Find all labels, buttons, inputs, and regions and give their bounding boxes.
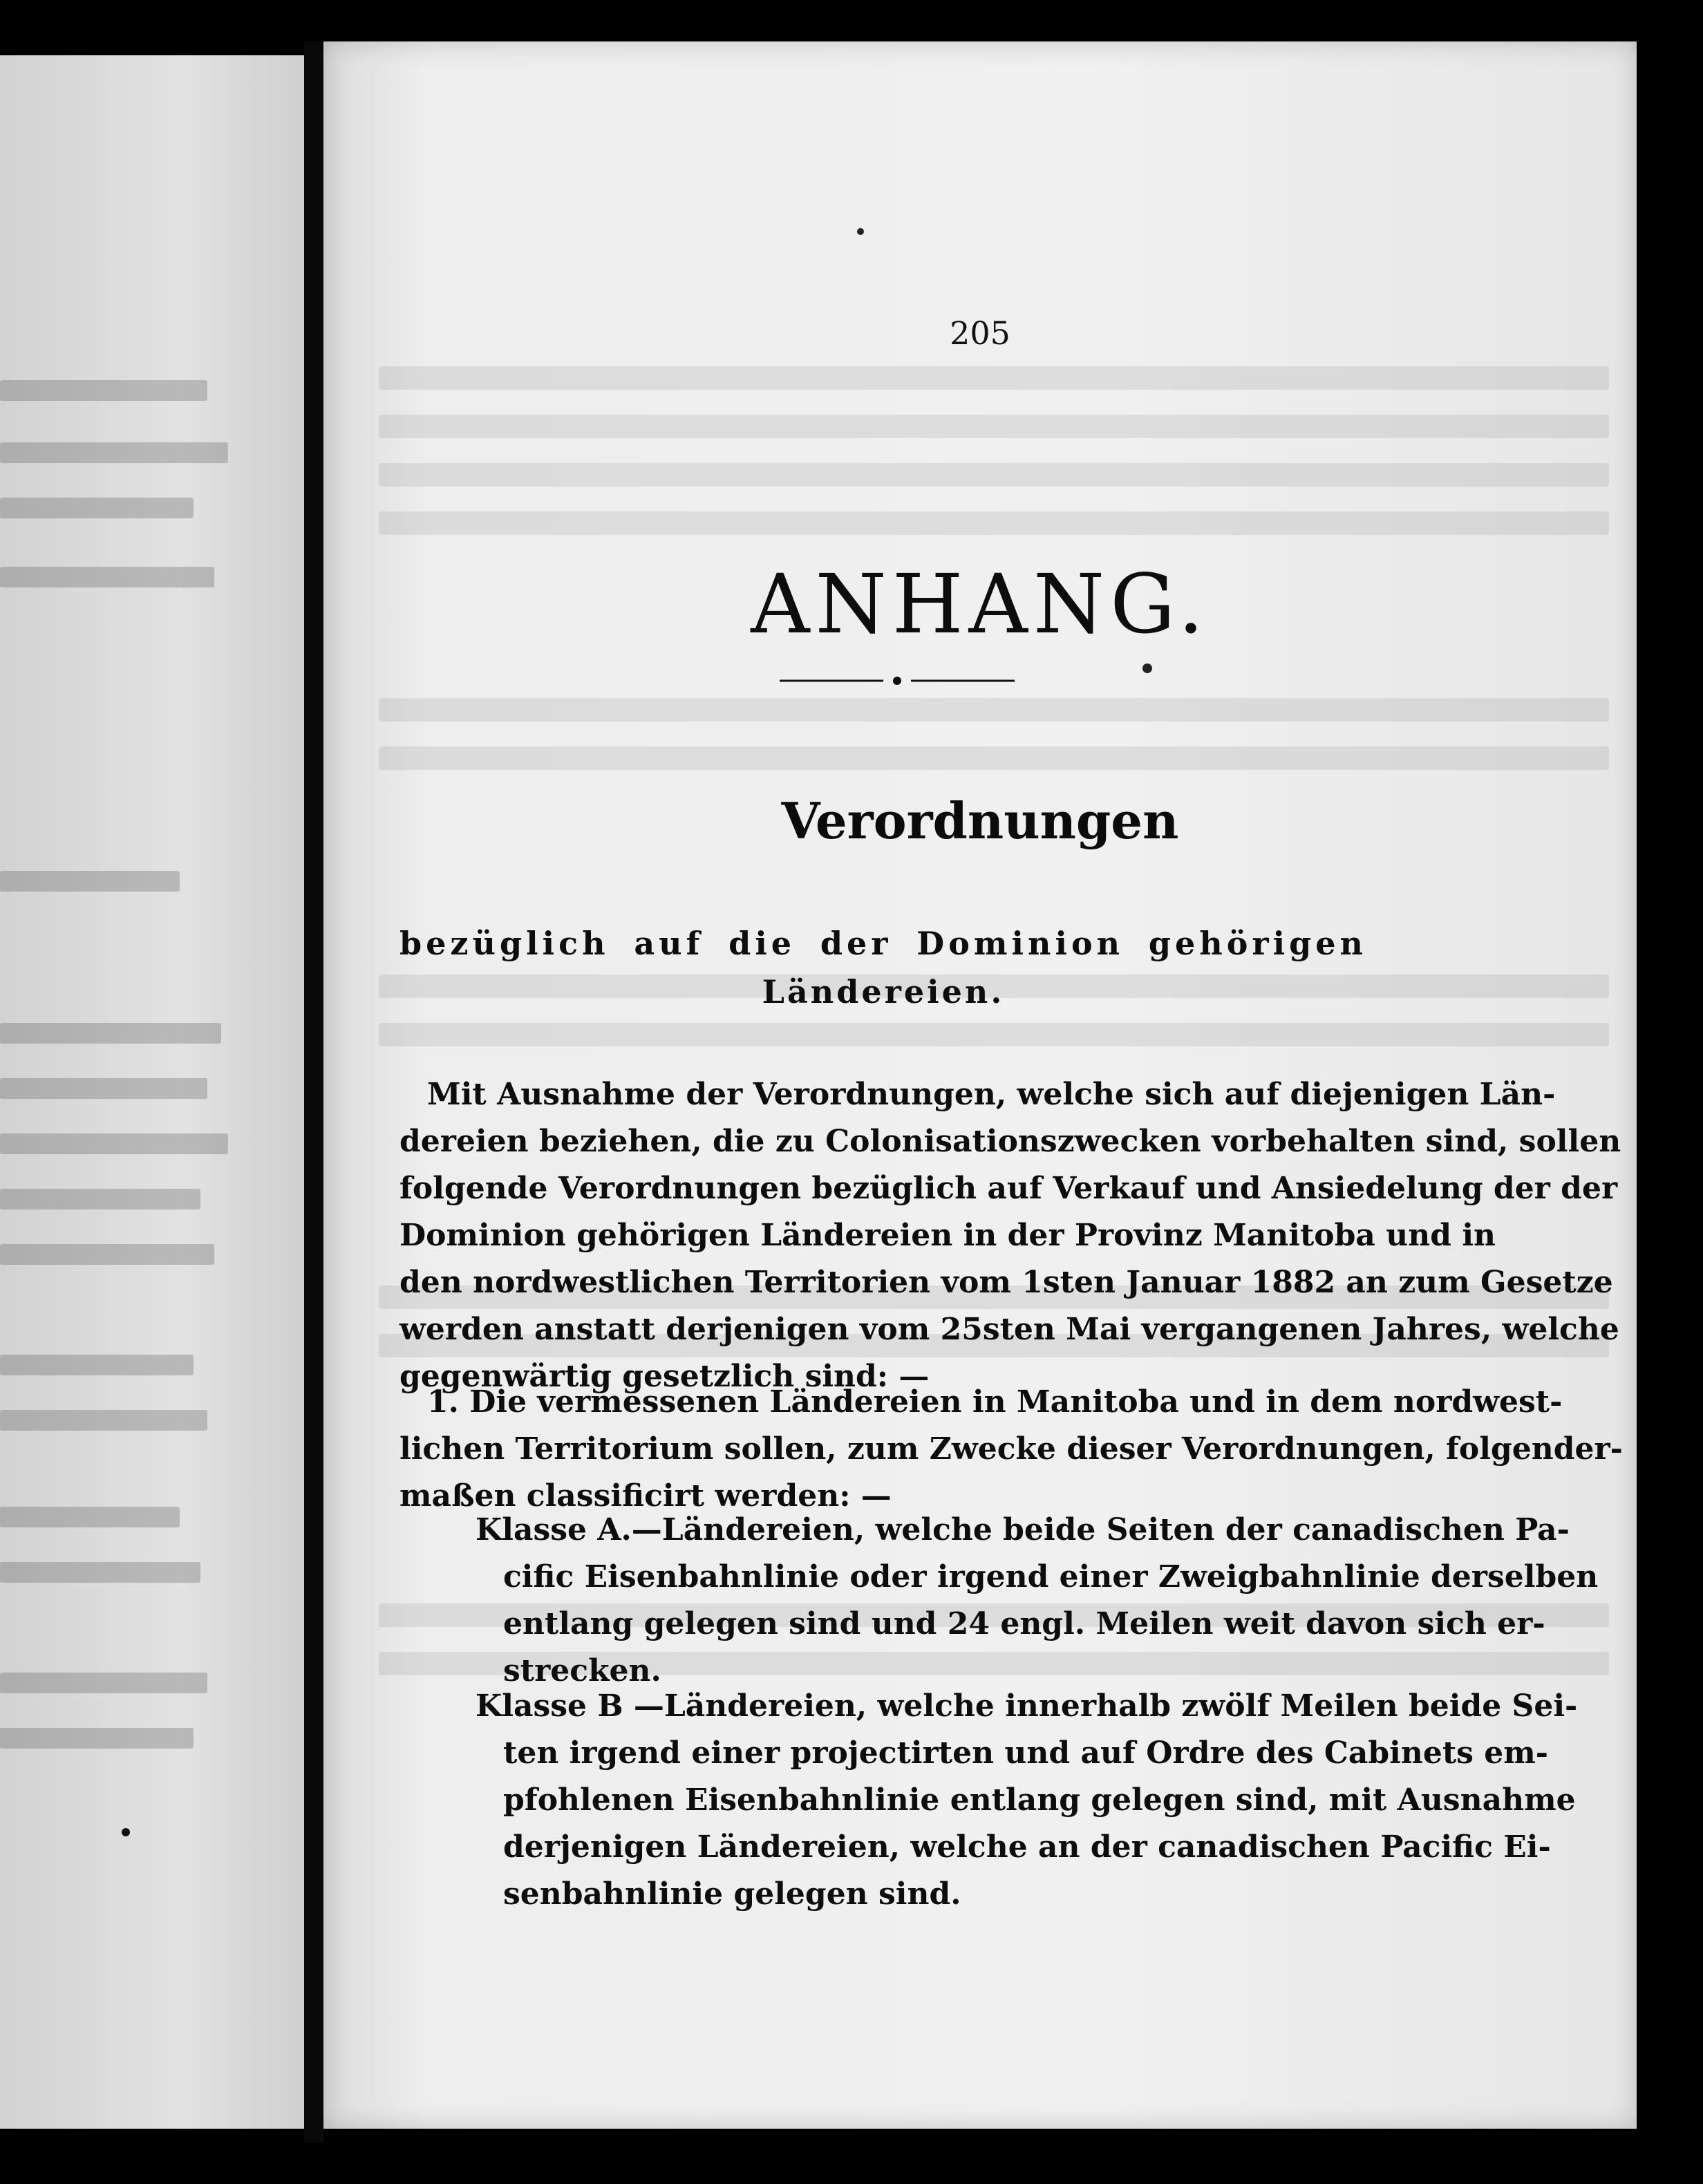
subheading-line: bezüglich auf die der Dominion gehörigen — [399, 925, 1367, 962]
ink-dot — [122, 1828, 130, 1836]
text-line: senbahnlinie gelegen sind. — [503, 1876, 961, 1912]
book-page — [323, 41, 1637, 2129]
title-ornament-rule — [780, 674, 1015, 688]
left-facing-page — [0, 55, 304, 2129]
show-through-line — [379, 463, 1609, 487]
bleed-through-line — [0, 380, 207, 401]
text-line: dereien beziehen, die zu Colonisationszwecken vorbehalten sind, sollen — [399, 1124, 1621, 1159]
text-line: strecken. — [503, 1653, 661, 1688]
section-title: Verordnungen — [781, 791, 1179, 850]
text-line: gegenwärtig gesetzlich sind: — — [399, 1359, 930, 1394]
show-through-line — [379, 746, 1609, 770]
show-through-line — [379, 698, 1609, 722]
ink-speck — [1142, 663, 1152, 673]
text-line: maßen classificirt werden: — — [399, 1478, 892, 1514]
bleed-through-line — [0, 442, 228, 463]
text-line: Klasse A.—Ländereien, welche beide Seiten der canadischen Pa- — [476, 1512, 1570, 1547]
bleed-through-line — [0, 1244, 214, 1265]
book-gutter — [304, 41, 323, 2143]
text-line: Mit Ausnahme der Verordnungen, welche sich auf diejenigen Län- — [427, 1077, 1556, 1112]
numbered-paragraph — [399, 1379, 1623, 1520]
bleed-through-line — [0, 1507, 180, 1527]
page-title: ANHANG. — [751, 556, 1210, 652]
bleed-through-line — [0, 1023, 221, 1044]
classification-b-paragraph — [476, 1683, 1578, 1918]
bleed-through-line — [0, 498, 194, 518]
text-line: lichen Territorium sollen, zum Zwecke dieser Verordnungen, folgender- — [399, 1431, 1623, 1467]
bleed-through-line — [0, 1078, 207, 1099]
bleed-through-line — [0, 1562, 200, 1583]
bleed-through-line — [0, 1133, 228, 1154]
ink-speck — [857, 228, 864, 235]
section-subheading — [399, 919, 1367, 1016]
show-through-line — [379, 511, 1609, 535]
bleed-through-line — [0, 1673, 207, 1693]
text-line: entlang gelegen sind und 24 engl. Meilen weit davon sich er- — [503, 1606, 1545, 1641]
text-line: derjenigen Ländereien, welche an der canadischen Pacific Ei- — [503, 1829, 1551, 1865]
text-line: folgende Verordnungen bezüglich auf Verkauf und Ansiedelung der der — [399, 1171, 1618, 1206]
text-line: Dominion gehörigen Ländereien in der Provinz Manitoba und in — [399, 1218, 1496, 1253]
classification-a-paragraph — [476, 1507, 1599, 1695]
bleed-through-line — [0, 1410, 207, 1431]
text-line: 1. Die vermessenen Ländereien in Manitoba und in dem nordwest- — [427, 1384, 1563, 1420]
text-line: werden anstatt derjenigen vom 25sten Mai vergangenen Jahres, welche — [399, 1312, 1619, 1347]
intro-paragraph — [399, 1071, 1621, 1400]
bleed-through-line — [0, 567, 214, 587]
bleed-through-line — [0, 1189, 200, 1209]
bleed-through-line — [0, 1355, 194, 1375]
subheading-line: Ländereien. — [762, 973, 1005, 1010]
show-through-line — [379, 366, 1609, 390]
bleed-through-line — [0, 871, 180, 892]
text-line: pfohlenen Eisenbahnlinie entlang gelegen sind, mit Ausnahme — [503, 1782, 1576, 1818]
show-through-line — [379, 415, 1609, 438]
text-line: cific Eisenbahnlinie oder irgend einer Zweigbahnlinie derselben — [503, 1559, 1599, 1594]
page-number: 205 — [950, 314, 1010, 352]
text-line: ten irgend einer projectirten und auf Ordre des Cabinets em- — [503, 1735, 1549, 1771]
show-through-line — [379, 1023, 1609, 1046]
text-line: den nordwestlichen Territorien vom 1sten Januar 1882 an zum Gesetze — [399, 1265, 1613, 1300]
bleed-through-line — [0, 1728, 194, 1749]
text-line: Klasse B —Ländereien, welche innerhalb zwölf Meilen beide Sei- — [476, 1688, 1578, 1724]
